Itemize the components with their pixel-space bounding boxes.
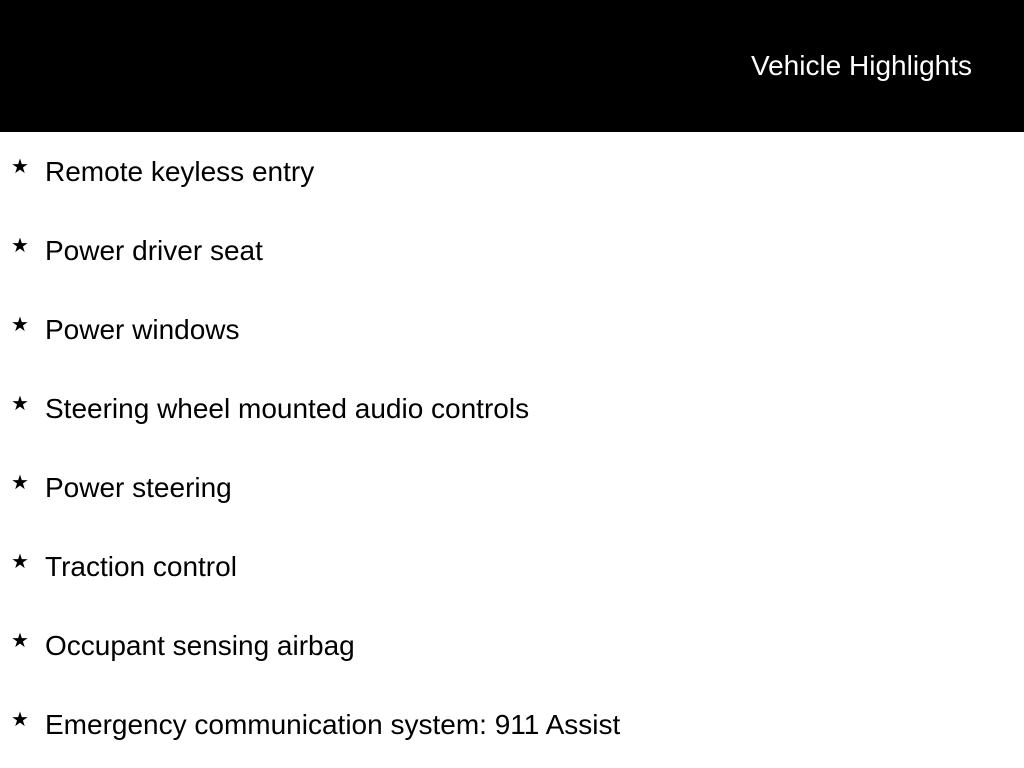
star-icon: ★ [11, 314, 29, 336]
star-icon: ★ [11, 235, 29, 257]
feature-label: Power driver seat [45, 235, 263, 266]
feature-label: Traction control [45, 551, 237, 582]
list-item [0, 685, 1024, 764]
feature-list [0, 132, 1024, 764]
list-item [0, 132, 1024, 211]
list-item [0, 211, 1024, 290]
feature-label: Steering wheel mounted audio controls [45, 393, 530, 424]
feature-label: Emergency communication system: 911 Assist [45, 709, 621, 740]
feature-label: Power windows [45, 314, 240, 345]
list-item [0, 448, 1024, 527]
star-icon: ★ [11, 709, 29, 731]
list-item [0, 369, 1024, 448]
list-item [0, 527, 1024, 606]
list-item [0, 606, 1024, 685]
star-icon: ★ [11, 630, 29, 652]
star-icon: ★ [11, 551, 29, 573]
header-bar [0, 0, 1024, 132]
list-item [0, 290, 1024, 369]
star-icon: ★ [11, 472, 29, 494]
feature-label: Remote keyless entry [45, 156, 315, 187]
feature-label: Occupant sensing airbag [45, 630, 355, 661]
page-title: Vehicle Highlights [750, 50, 972, 81]
star-icon: ★ [11, 156, 29, 178]
star-icon: ★ [11, 393, 29, 415]
feature-label: Power steering [45, 472, 232, 503]
